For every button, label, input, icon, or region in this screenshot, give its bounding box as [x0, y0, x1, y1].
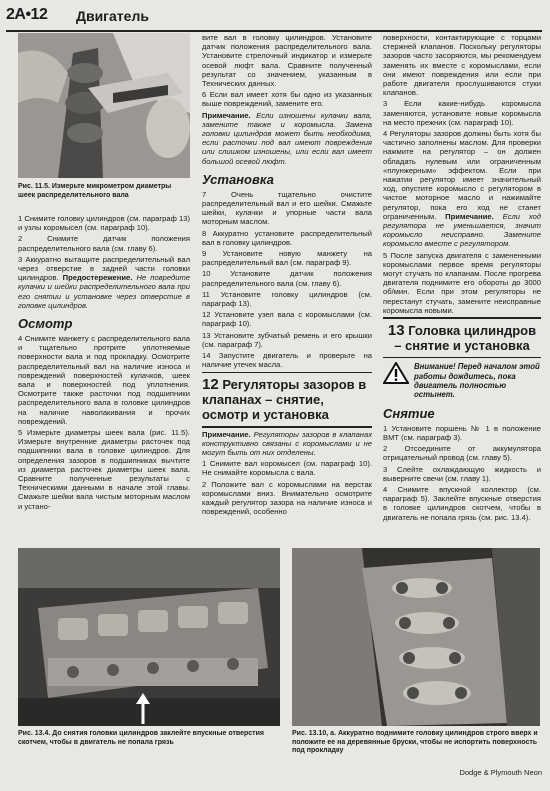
paragraph: 9 Установите новую манжету на распределительный вал (см. параграф 9). [202, 249, 372, 268]
section-title: Двигатель [76, 8, 149, 24]
paragraph: 7 Очень тщательно очистите распределительный вал и его шейки. Смажьте шейки, кулачки и упорные части вала моторным маслом. [202, 189, 372, 227]
note-text: Если изношены кулачки вала, замените также и коромысла. Заменa головки цилиндров может быть необходима, если расточки под вал имеют повреждения или слишком изношены, или если вал имеет большой осевой люфт. [202, 110, 372, 166]
column-3 [383, 33, 541, 524]
section-number: 13 [387, 321, 405, 339]
section-divider [202, 372, 372, 374]
paragraph: 2 Положите вал с коромыслами на верстак коромыслами вниз. Внимательно осмотрите каждый регулятор зазора на наличие износа и повреждений, особенно [202, 479, 372, 517]
note-label: Примечание. [202, 110, 251, 120]
paragraph [18, 255, 190, 310]
paragraph: 13 Установите зубчатый ремень и его крышки (см. параграф 7). [202, 330, 372, 349]
header-divider [6, 30, 542, 32]
paragraph: поверхности, контактирующие с торцами стержней клапанов. Поскольку регуляторы зазоров часто засоряются, мы рекомендуем заменять их вместе с коромыслами, если они имеют повреждения или если при работе двигателя прослушиваются стуки клапанов. [383, 33, 541, 98]
photo-camshaft-micrometer [18, 33, 190, 178]
caution-text: Не повредите кулачки и шейки распределительного вала при его снятии и установке через отверстие в головке цилиндров. [18, 273, 191, 310]
note-text: Если ход регулятора не уменьшается, значит коромысло неисправно. Замените коромысло вместе с регулятором. [383, 211, 541, 249]
paragraph: 8 Аккуратно установите распределительный вал в головку цилиндров. [202, 228, 372, 247]
paragraph: 1 Снимите вал коромысел (см. параграф 10). Не снимайте коромысла с вала. [202, 459, 372, 478]
footer: Dodge & Plymouth Neon [459, 768, 542, 777]
section-12-title [202, 377, 372, 422]
paragraph: 2 Снимите датчик положения распределительного вала (см. главу 6). [18, 234, 190, 253]
section-number: 12 [202, 376, 219, 393]
paragraph: 3 Если какие-нибудь коромысла заменяются, установите новые коромысла на место прежних (см. параграф 10). [383, 99, 541, 127]
subheading-ustanovka: Установка [202, 171, 274, 187]
note [202, 111, 372, 166]
note [202, 430, 372, 458]
note-label: Примечание. [445, 211, 494, 221]
warning-box [383, 362, 541, 400]
paragraph: 1 Снимите головку цилиндров (см. параграф 13) и узлы коромысел (см. параграф 10). [18, 214, 190, 233]
subheading-osmotr: Осмотр [18, 316, 73, 332]
caution-label: Предостережение. [62, 273, 133, 283]
paragraph: 10 Установите датчик положения распределительного вала (см. главу 6). [202, 269, 372, 288]
column-2 [202, 33, 372, 518]
paragraph-text: 3 Аккуратно вытащите распределительный вал через отверстие в задней части головки цилиндров. [18, 254, 190, 283]
paragraph: 5 Измерьте диаметры шеек вала (рис. 11.5). Измерьте внутренние диаметры расточек под подшипники вала в головке цилиндров. Для определения зазоров в подшипниках вычтите из диаметра расточек диаметры шеек вала. Сравните полученные результаты с Техническими данными в начале этой главы. Смажьте шейки вала чистым моторным маслом и устано- [18, 428, 190, 511]
section-divider [383, 317, 541, 319]
paragraph: 4 Снимите манжету с распределительного вала и тщательно протрите уплотняемые поверхности вала и под прокладку. Осмотрите распределительный вал на наличие износа и повреждений поверхностей кулачков, шеек вала и поверхностей под уплотнения. Осмотрите также расточки под подшипники распределительного вала в головке цилиндров на наличие наволакивания и прочих повреждений. [18, 334, 190, 426]
paragraph: 3 Слейте охлаждающую жидкость и выверните свечи (см. главу 1). [383, 464, 541, 483]
note-text: Регуляторы зазоров в клапанах конструктивно связаны с коромыслами и не могут быть от них отделены. [202, 429, 372, 457]
paragraph: вите вал в головку цилиндров. Установите датчик положения распределительного вала. Установите стрелочный индикатор и измерьте осевой люфт вала. Сравните полученный результат со значением, указанным в Технических данных. [202, 33, 372, 89]
figure-caption-13-4: Рис. 13.4. До снятия головки цилиндров заклейте впускные отверстия скотчем, чтобы в двигатель не попала грязь [18, 730, 264, 746]
section-divider [202, 426, 372, 428]
section-title-text: Регуляторы зазоров в клапанах – снятие, осмотр и установка [202, 377, 367, 422]
paragraph: 5 После запуска двигателя с замененными коромыслами первое время регуляторы могут стучать по клапанам. После прогрева двигателя поднимите его обороты до 3000 об/мин. Если при этом регуляторы не перестанут стучать, замените неисправные коромысла новыми. [383, 250, 541, 315]
figure-caption-11-5: Рис. 11.5. Измерьте микрометром диаметры шеек распределительного вала [18, 183, 172, 199]
paragraph: 14 Запустите двигатель и проверьте на наличие утечек масла. [202, 351, 372, 370]
paragraph: 6 Если вал имеет хотя бы одно из указанных выше повреждений, замените его. [202, 90, 372, 109]
page-header [6, 6, 542, 28]
column-1 [18, 214, 190, 513]
section-title-text: Головка цилиндров – снятие и установка [394, 322, 537, 353]
photo-lifting-cylinder-head [292, 548, 540, 726]
subheading-snyatie: Снятие [383, 405, 435, 421]
paragraph: 11 Установите головку цилиндров (см. параграф 13). [202, 289, 372, 309]
page-number: 2A•12 [6, 6, 48, 23]
paragraph: 1 Установите поршень № 1 в положение ВМТ (см. параграф 3). [383, 423, 541, 442]
paragraph-text: 4 Регуляторы зазоров должны быть хотя бы частично заполнены маслом. Для проверки нажмите на регулятор – он должен обладать нулевым или ограниченным «плунжерным» эффектом. Если при нажатии регулятор имеет значительный ход, опустите коромысло с регулятором в чистое моторное масло и нажимайте регулятор, пока его ход не станет ограниченным. [383, 129, 541, 221]
note-label: Примечание. [202, 429, 251, 439]
section-13-title [383, 323, 541, 353]
section-divider [383, 357, 541, 359]
paragraph: 2 Отсоедините от аккумулятора отрицательный провод (см. главу 5). [383, 444, 541, 463]
warning-text: Внимание! Перед началом этой работы дождитесь, пока двигатель полностью остынет. [414, 362, 540, 400]
photo-head-taped-intake [18, 548, 280, 726]
warning-icon [383, 362, 409, 384]
paragraph: 4 Снимите впускной коллектор (см. параграф 5). Заклейте впускные отверстия в головке цилиндров скотчем, чтобы в двигатель не попала грязь (см. рис. 13.4). [383, 484, 541, 522]
paragraph: 12 Установите узел вала с коромыслами (см. параграф 10). [202, 310, 372, 329]
paragraph [383, 129, 541, 249]
figure-caption-13-10: Рис. 13.10, а. Аккуратно поднимите головку цилиндров строго вверх и положите ее на деревянные бруски, чтобы не испортить поверхность под прокладку [292, 730, 538, 755]
